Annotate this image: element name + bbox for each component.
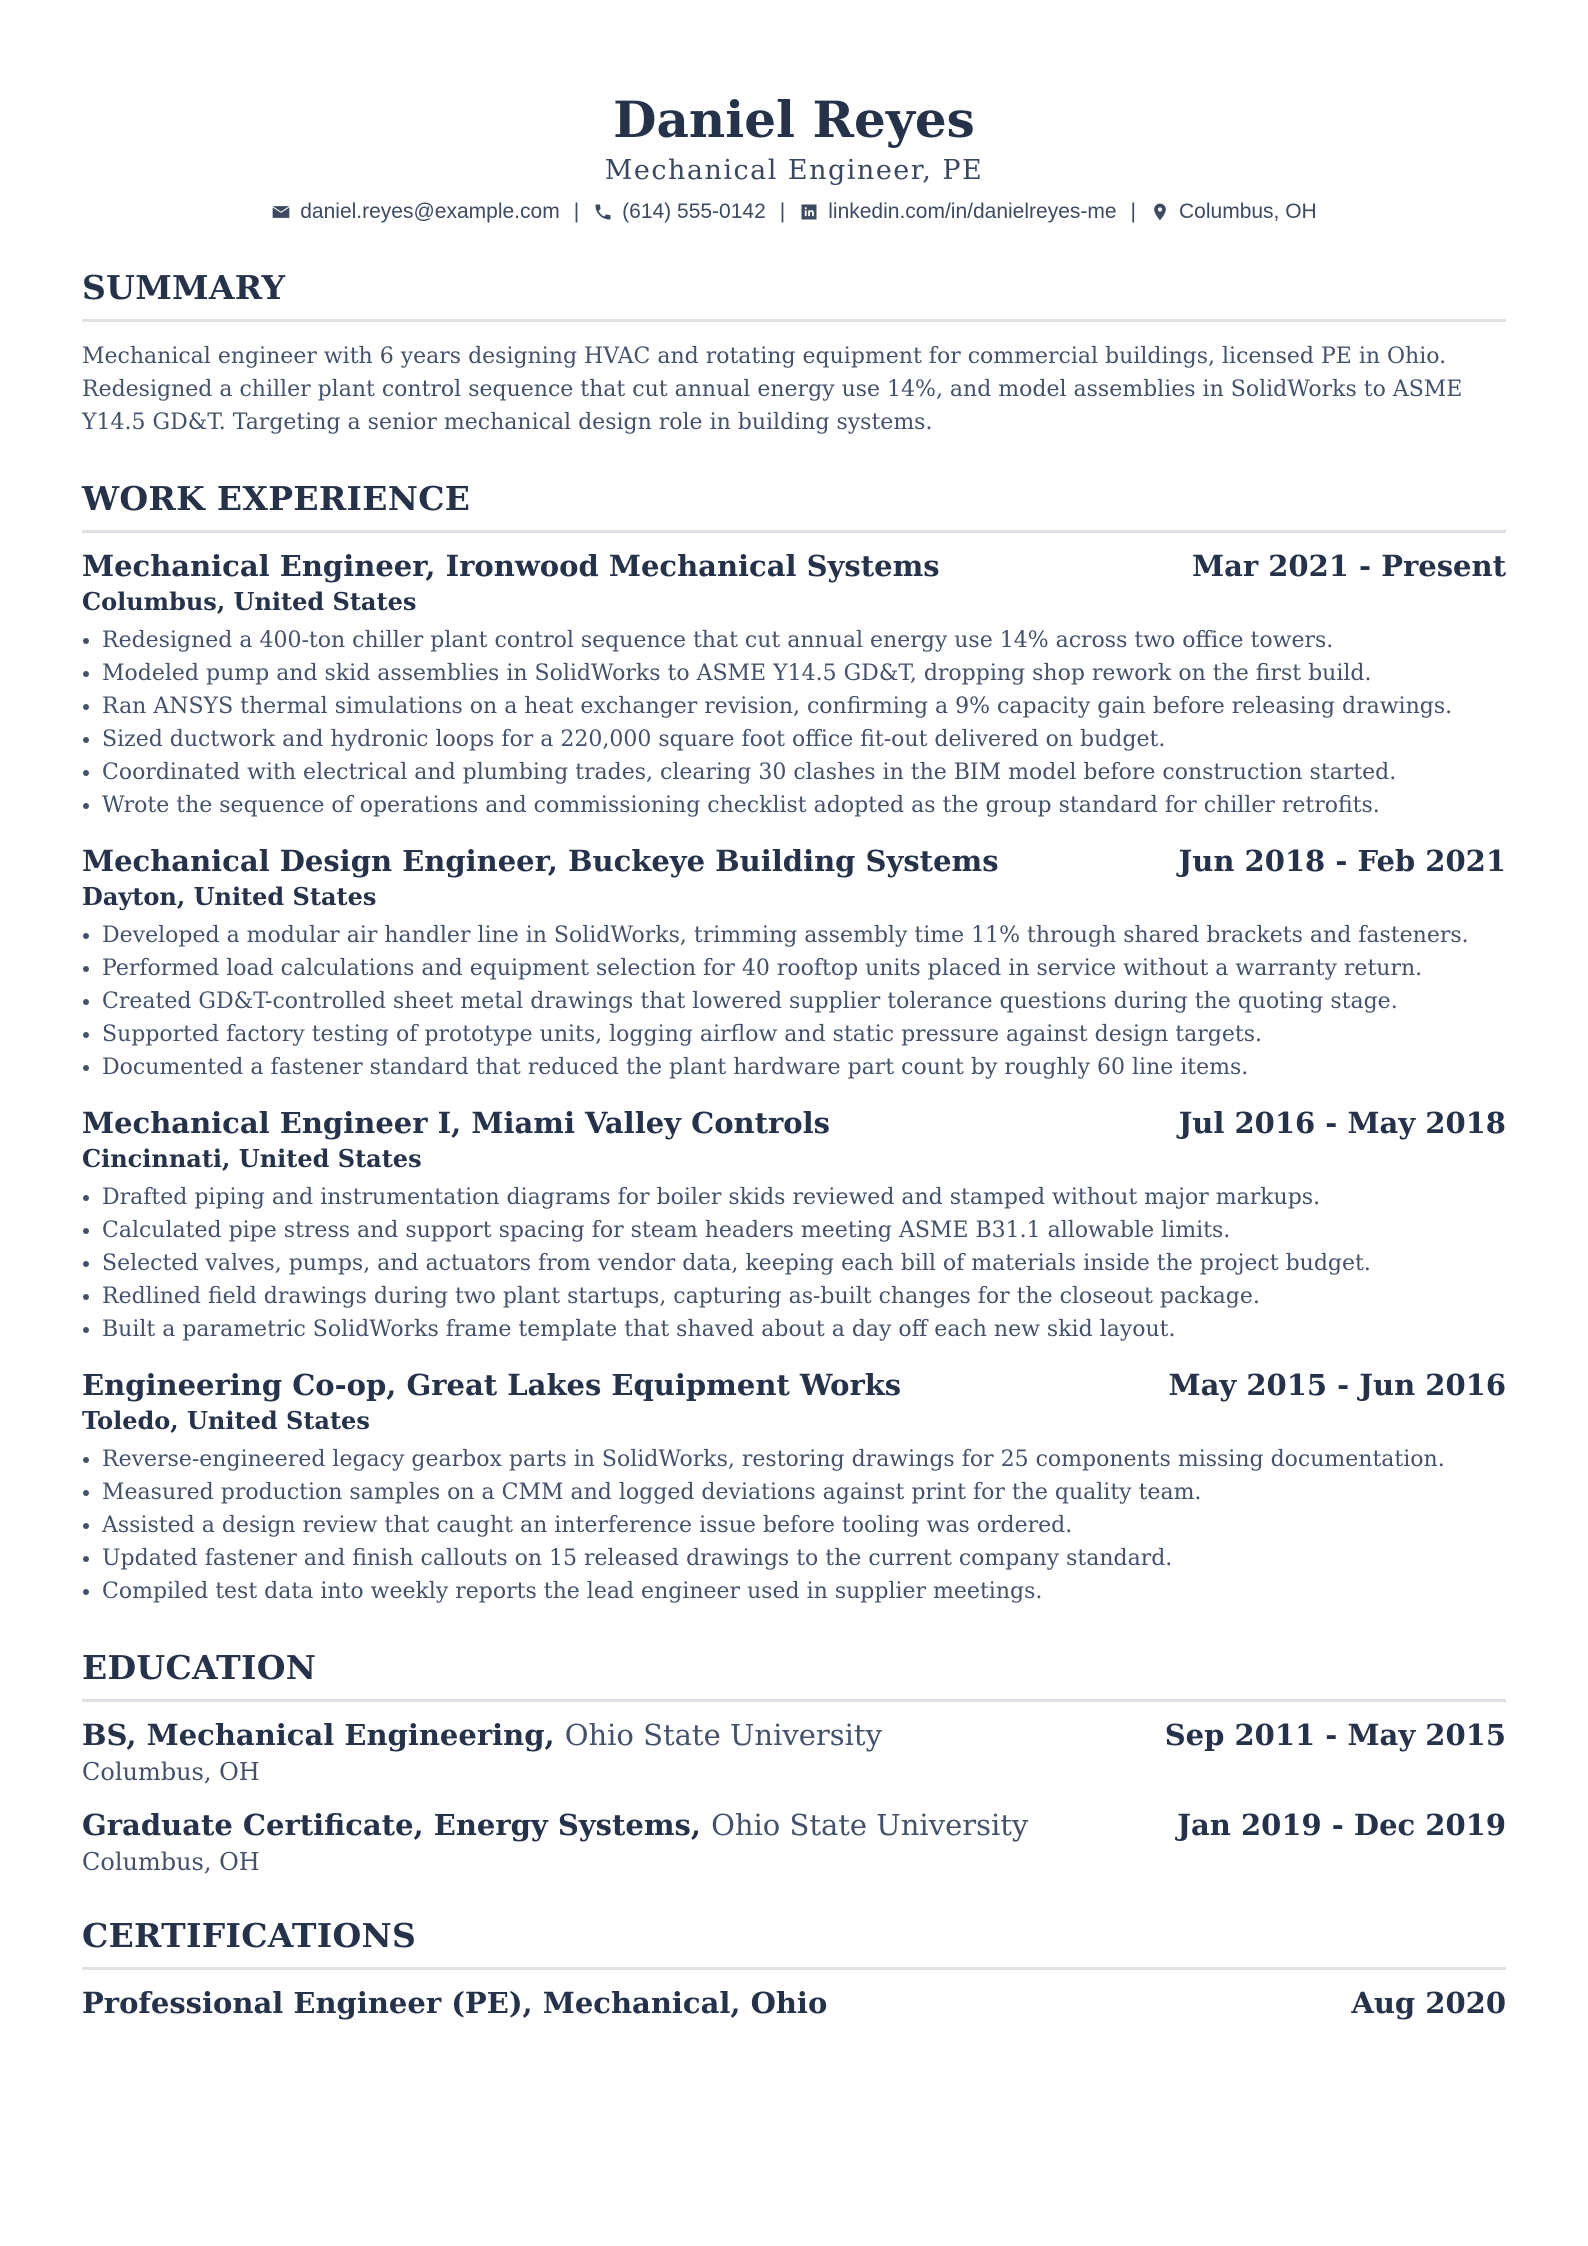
job-entry xyxy=(82,1106,1506,1346)
education-entry xyxy=(82,1808,1506,1876)
job-bullet: • Performed load calculations and equipment selection for 40 rooftop units placed in service without a warranty return. xyxy=(102,952,1506,985)
job-header xyxy=(82,844,1506,878)
education-dates: Jan 2019 - Dec 2019 xyxy=(1177,1808,1506,1842)
education-location: Columbus, OH xyxy=(82,1848,260,1876)
job-location: Toledo, United States xyxy=(82,1406,370,1435)
job-header xyxy=(82,1106,1506,1140)
linkedin-icon xyxy=(799,202,819,222)
education-header xyxy=(82,1808,1506,1842)
job-entry xyxy=(82,1368,1506,1608)
job-bullet: • Compiled test data into weekly reports the lead engineer used in supplier meetings. xyxy=(102,1575,1506,1608)
contact-separator: | xyxy=(779,200,786,223)
job-bullet: • Coordinated with electrical and plumbing trades, clearing 30 clashes in the BIM model before construction started. xyxy=(102,756,1506,789)
job-bullet: • Reverse-engineered legacy gearbox parts in SolidWorks, restoring drawings for 25 components missing documentation. xyxy=(102,1443,1506,1476)
job-bullet: • Redesigned a 400-ton chiller plant control sequence that cut annual energy use 14% across two office towers. xyxy=(102,624,1506,657)
email-text: daniel.reyes@example.com xyxy=(300,200,560,223)
job-location: Dayton, United States xyxy=(82,882,377,911)
job-header xyxy=(82,549,1506,583)
job-bullet: • Modeled pump and skid assemblies in SolidWorks to ASME Y14.5 GD&T, dropping shop rework on the first build. xyxy=(102,657,1506,690)
job-bullet: • Assisted a design review that caught an interference issue before tooling was ordered. xyxy=(102,1509,1506,1542)
contact-phone[interactable] xyxy=(593,200,766,224)
job-title: Mechanical Engineer I, Miami Valley Controls xyxy=(82,1106,830,1140)
job-location: Columbus, United States xyxy=(82,587,417,616)
job-dates: May 2015 - Jun 2016 xyxy=(1168,1368,1506,1402)
job-title: Mechanical Engineer, Ironwood Mechanical Systems xyxy=(82,549,940,583)
section-heading-education: EDUCATION xyxy=(82,1648,1506,1702)
linkedin-text: linkedin.com/in/danielreyes-me xyxy=(828,200,1117,223)
job-header xyxy=(82,1368,1506,1402)
contact-separator: | xyxy=(573,200,580,223)
education-title xyxy=(82,1718,882,1752)
education-dates: Sep 2011 - May 2015 xyxy=(1164,1718,1506,1752)
summary-text: Mechanical engineer with 6 years designing HVAC and rotating equipment for commercial buildings, licensed PE in Ohio. Redesigned a chiller plant control sequence that cut annual energy use 14%, and model assemblies in SolidWorks to ASME Y14.5 GD&T. Targeting a senior mechanical design role in building systems. xyxy=(82,344,1463,435)
phone-icon xyxy=(593,202,613,222)
section-heading-experience: WORK EXPERIENCE xyxy=(82,479,1506,533)
resume-header xyxy=(82,92,1506,224)
candidate-name: Daniel Reyes xyxy=(613,90,975,149)
contact-linkedin[interactable] xyxy=(799,200,1116,224)
job-dates: Mar 2021 - Present xyxy=(1191,549,1506,583)
job-bullet: • Updated fastener and finish callouts on 15 released drawings to the current company standard. xyxy=(102,1542,1506,1575)
job-bullet: • Developed a modular air handler line in SolidWorks, trimming assembly time 11% through shared brackets and fasteners. xyxy=(102,919,1506,952)
job-dates: Jul 2016 - May 2018 xyxy=(1178,1106,1506,1140)
job-entry xyxy=(82,549,1506,822)
envelope-icon xyxy=(271,202,291,222)
contact-email[interactable] xyxy=(271,200,559,224)
job-location: Cincinnati, United States xyxy=(82,1144,422,1173)
location-text: Columbus, OH xyxy=(1179,200,1317,223)
degree-name: Graduate Certificate, Energy Systems, xyxy=(82,1808,701,1842)
job-bullet: • Built a parametric SolidWorks frame template that shaved about a day off each new skid layout. xyxy=(102,1313,1506,1346)
job-bullet: • Wrote the sequence of operations and commissioning checklist adopted as the group standard for chiller retrofits. xyxy=(102,789,1506,822)
map-pin-icon xyxy=(1150,202,1170,222)
degree-name: BS, Mechanical Engineering, xyxy=(82,1718,555,1752)
certification-header xyxy=(82,1986,1506,2020)
candidate-title: Mechanical Engineer, PE xyxy=(604,155,984,186)
job-dates: Jun 2018 - Feb 2021 xyxy=(1178,844,1506,878)
education-location: Columbus, OH xyxy=(82,1758,260,1786)
summary-section xyxy=(82,268,1506,439)
institution-name: Ohio State University xyxy=(564,1718,882,1752)
certification-name: Professional Engineer (PE), Mechanical, Ohio xyxy=(82,1986,828,2020)
section-heading-summary: SUMMARY xyxy=(82,268,1506,322)
certifications-section xyxy=(82,1916,1506,2020)
job-bullet: • Created GD&T-controlled sheet metal drawings that lowered supplier tolerance questions during the quoting stage. xyxy=(102,985,1506,1018)
job-bullet: • Calculated pipe stress and support spacing for steam headers meeting ASME B31.1 allowable limits. xyxy=(102,1214,1506,1247)
education-section xyxy=(82,1648,1506,1876)
job-entry xyxy=(82,844,1506,1084)
certification-list xyxy=(82,1986,1506,2020)
section-heading-certifications: CERTIFICATIONS xyxy=(82,1916,1506,1970)
certification-entry xyxy=(82,1986,1506,2020)
certification-date: Aug 2020 xyxy=(1351,1986,1506,2020)
job-bullets xyxy=(82,919,1506,1084)
institution-name: Ohio State University xyxy=(711,1808,1029,1842)
education-entry xyxy=(82,1718,1506,1786)
job-bullets xyxy=(82,1181,1506,1346)
job-bullet: • Ran ANSYS thermal simulations on a heat exchanger revision, confirming a 9% capacity gain before releasing drawings. xyxy=(102,690,1506,723)
education-header xyxy=(82,1718,1506,1752)
job-bullet: • Sized ductwork and hydronic loops for a 220,000 square foot office fit-out delivered on budget. xyxy=(102,723,1506,756)
job-bullet: • Redlined field drawings during two plant startups, capturing as-built changes for the closeout package. xyxy=(102,1280,1506,1313)
education-list xyxy=(82,1718,1506,1876)
job-bullets xyxy=(82,1443,1506,1608)
contact-bar xyxy=(82,200,1506,224)
job-title: Mechanical Design Engineer, Buckeye Building Systems xyxy=(82,844,999,878)
job-bullets xyxy=(82,624,1506,822)
job-title: Engineering Co-op, Great Lakes Equipment Works xyxy=(82,1368,902,1402)
job-bullet: • Measured production samples on a CMM and logged deviations against print for the quality team. xyxy=(102,1476,1506,1509)
contact-location xyxy=(1150,200,1317,224)
job-bullet: • Drafted piping and instrumentation diagrams for boiler skids reviewed and stamped without major markups. xyxy=(102,1181,1506,1214)
phone-text: (614) 555-0142 xyxy=(622,200,766,223)
education-title xyxy=(82,1808,1028,1842)
job-list xyxy=(82,549,1506,1608)
job-bullet: • Documented a fastener standard that reduced the plant hardware part count by roughly 60 line items. xyxy=(102,1051,1506,1084)
job-bullet: • Selected valves, pumps, and actuators from vendor data, keeping each bill of materials inside the project budget. xyxy=(102,1247,1506,1280)
contact-separator: | xyxy=(1130,200,1137,223)
job-bullet: • Supported factory testing of prototype units, logging airflow and static pressure against design targets. xyxy=(102,1018,1506,1051)
experience-section xyxy=(82,479,1506,1608)
